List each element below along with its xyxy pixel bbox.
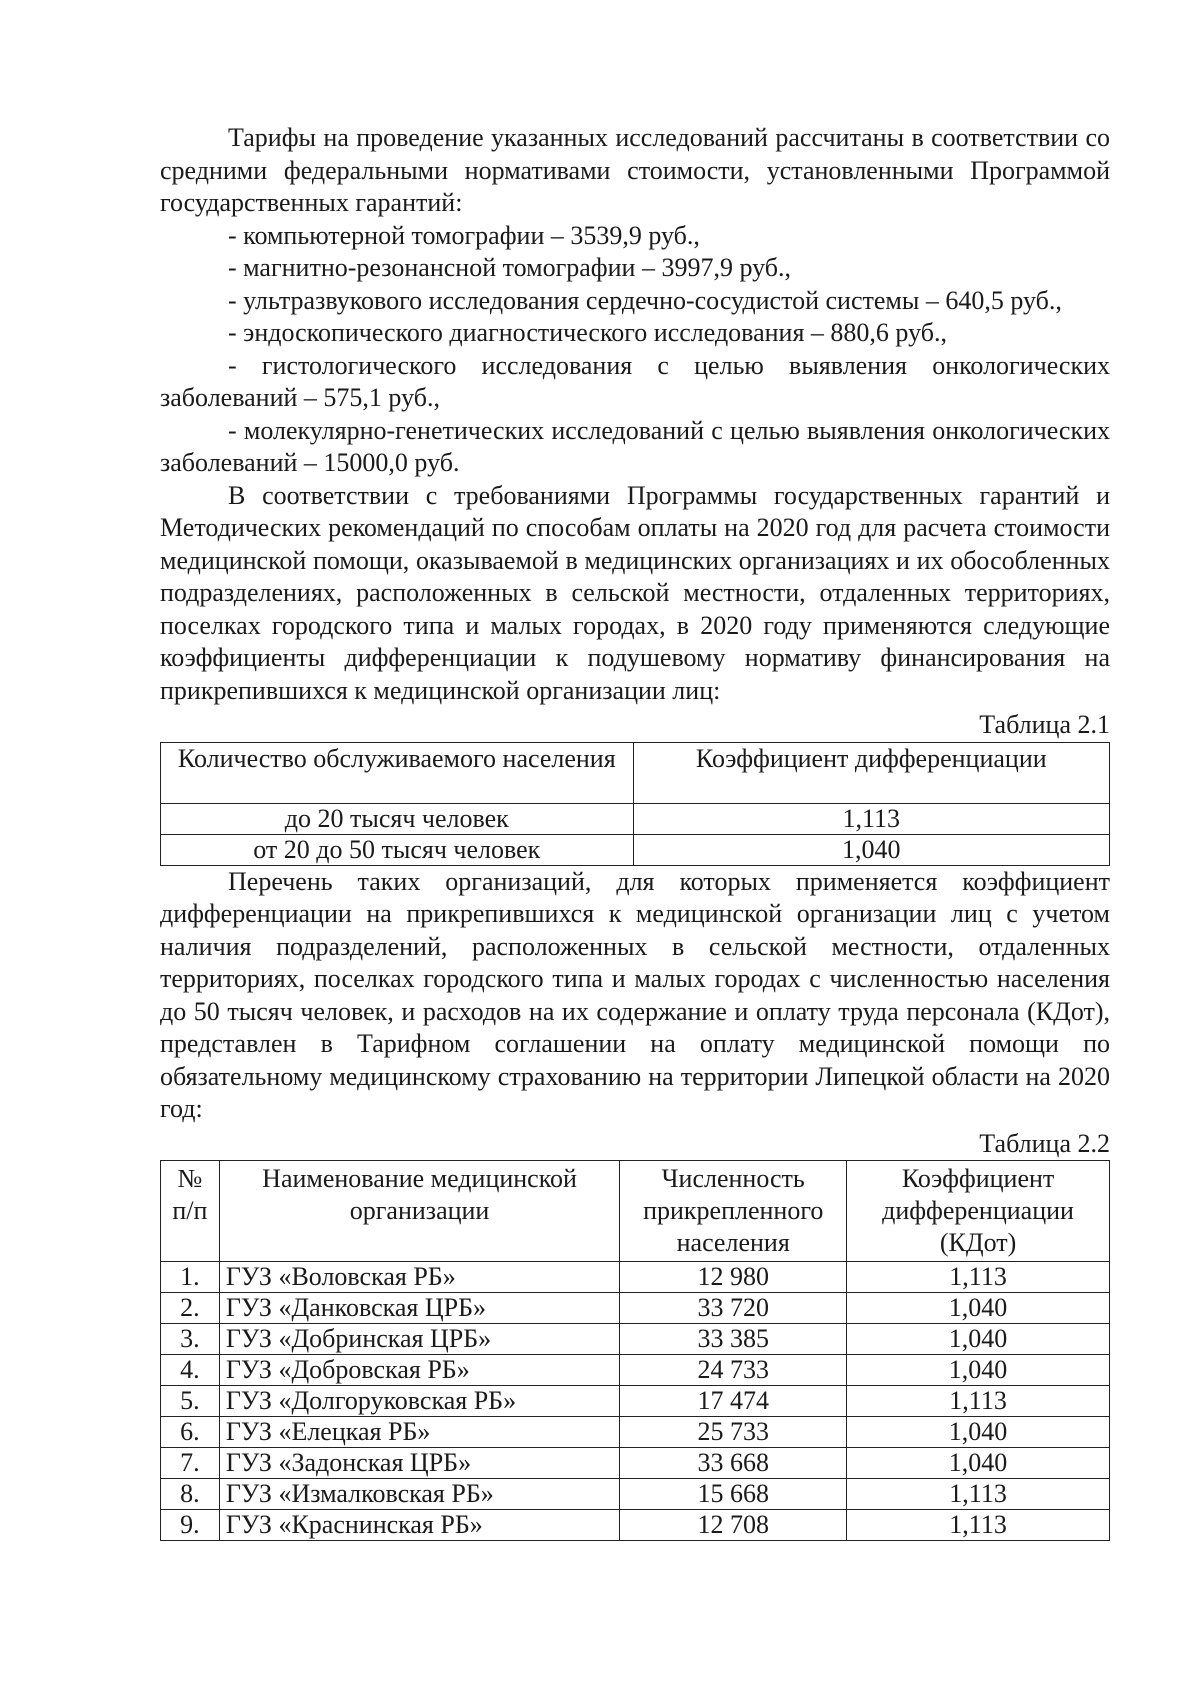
table-row [161, 1262, 1110, 1293]
coefficient: 1,040 [847, 1355, 1110, 1386]
coefficient: 1,040 [847, 1324, 1110, 1355]
table-row [161, 1293, 1110, 1324]
coefficient: 1,113 [847, 1262, 1110, 1293]
column-header: Коэффициент дифференциации (КДот) [847, 1161, 1110, 1262]
table-row [161, 1479, 1110, 1510]
organization-name: ГУЗ «Данковская ЦРБ» [219, 1293, 619, 1324]
table-header-row [161, 1161, 1110, 1262]
table-cell: 1,040 [633, 834, 1109, 865]
organization-name: ГУЗ «Задонская ЦРБ» [219, 1448, 619, 1479]
organization-name: ГУЗ «Елецкая РБ» [219, 1417, 619, 1448]
table-header-row [161, 742, 1110, 803]
column-header: Коэффициент дифференциации [633, 742, 1109, 803]
attached-population: 24 733 [620, 1355, 847, 1386]
column-header: Количество обслуживаемого населения [161, 742, 634, 803]
table-row [161, 1386, 1110, 1417]
coefficient: 1,113 [847, 1386, 1110, 1417]
table-cell: 1,113 [633, 803, 1109, 834]
row-number: 5. [161, 1386, 220, 1417]
table-row [161, 1510, 1110, 1541]
column-header: Наименование медицинской организации [219, 1161, 619, 1262]
attached-population: 12 980 [620, 1262, 847, 1293]
document-body [160, 122, 1110, 1541]
coefficient: 1,113 [847, 1479, 1110, 1510]
row-number: 3. [161, 1324, 220, 1355]
table-2-2-caption: Таблица 2.2 [979, 1128, 1110, 1158]
table-cell: до 20 тысяч человек [161, 803, 634, 834]
coefficient: 1,040 [847, 1448, 1110, 1479]
attached-population: 33 720 [620, 1293, 847, 1324]
organization-name: ГУЗ «Краснинская РБ» [219, 1510, 619, 1541]
table-row [161, 803, 1110, 834]
row-number: 6. [161, 1417, 220, 1448]
organization-name: ГУЗ «Долгоруковская РБ» [219, 1386, 619, 1417]
tariff-item: - ультразвукового исследования сердечно-сосудистой системы – 640,5 руб., [228, 285, 1062, 315]
attached-population: 33 385 [620, 1324, 847, 1355]
table-row [161, 1417, 1110, 1448]
attached-population: 25 733 [620, 1417, 847, 1448]
coefficient: 1,040 [847, 1417, 1110, 1448]
attached-population: 12 708 [620, 1510, 847, 1541]
coefficient: 1,040 [847, 1293, 1110, 1324]
tariff-item: - магнитно-резонансной томографии – 3997,9 руб., [228, 253, 792, 282]
tariff-item: - гистологического исследования с целью выявления онкологических заболеваний – 575,1 руб., [160, 350, 1110, 412]
row-number: 4. [161, 1355, 220, 1386]
tariff-item: - эндоскопического диагностического исследования – 880,6 руб., [228, 318, 947, 347]
organization-name: ГУЗ «Измалковская РБ» [219, 1479, 619, 1510]
coefficients-paragraph: В соответствии с требованиями Программы государственных гарантий и Методических рекомендаций по способам оплаты на 2020 год для расчета стоимости медицинской помощи, оказываемой в медицинских организациях и их обособленных подразделениях, расположенных в сельской местности, отдаленных территориях, поселках городского типа и малых городах, в 2020 году применяются следующие коэффициенты дифференциации к подушевому нормативу финансирования на прикрепившихся к медицинской организации лиц: [160, 480, 1110, 705]
attached-population: 17 474 [620, 1386, 847, 1417]
table-2-1 [160, 742, 1110, 866]
organization-name: ГУЗ «Добровская РБ» [219, 1355, 619, 1386]
row-number: 9. [161, 1510, 220, 1541]
tariff-item: - компьютерной томографии – 3539,9 руб., [228, 220, 700, 250]
table-row [161, 1448, 1110, 1479]
coefficient: 1,113 [847, 1510, 1110, 1541]
attached-population: 33 668 [620, 1448, 847, 1479]
intro-paragraph: Тарифы на проведение указанных исследований рассчитаны в соответствии со средними федеральными нормативами стоимости, установленными Программой государственных гарантий: [160, 123, 1110, 217]
organization-name: ГУЗ «Добринская ЦРБ» [219, 1324, 619, 1355]
table-2-2 [160, 1160, 1110, 1541]
organizations-paragraph: Перечень таких организаций, для которых применяется коэффициент дифференциации на прикрепившихся к медицинской организации лиц с учетом наличия подразделений, расположенных в сельской местности, отдаленных территориях, поселках городского типа и малых городах с численностью населения до 50 тысяч человек, и расходов на их содержание и оплату труда персонала (КДот), представлен в Тарифном соглашении на оплату медицинской помощи по обязательному медицинскому страхованию на территории Липецкой области на 2020 год: [160, 866, 1110, 1123]
organization-name: ГУЗ «Воловская РБ» [219, 1262, 619, 1293]
table-2-2-body [161, 1262, 1110, 1541]
row-number: 1. [161, 1262, 220, 1293]
row-number: 7. [161, 1448, 220, 1479]
table-row [161, 1355, 1110, 1386]
column-header: № п/п [161, 1161, 220, 1262]
column-header: Численность прикрепленного населения [620, 1161, 847, 1262]
attached-population: 15 668 [620, 1479, 847, 1510]
tariff-item: - молекулярно-генетических исследований с целью выявления онкологических заболеваний – 15000,0 руб. [160, 415, 1110, 477]
row-number: 8. [161, 1479, 220, 1510]
table-cell: от 20 до 50 тысяч человек [161, 834, 634, 865]
table-row [161, 834, 1110, 865]
table-2-1-caption: Таблица 2.1 [979, 710, 1110, 739]
row-number: 2. [161, 1293, 220, 1324]
table-row [161, 1324, 1110, 1355]
